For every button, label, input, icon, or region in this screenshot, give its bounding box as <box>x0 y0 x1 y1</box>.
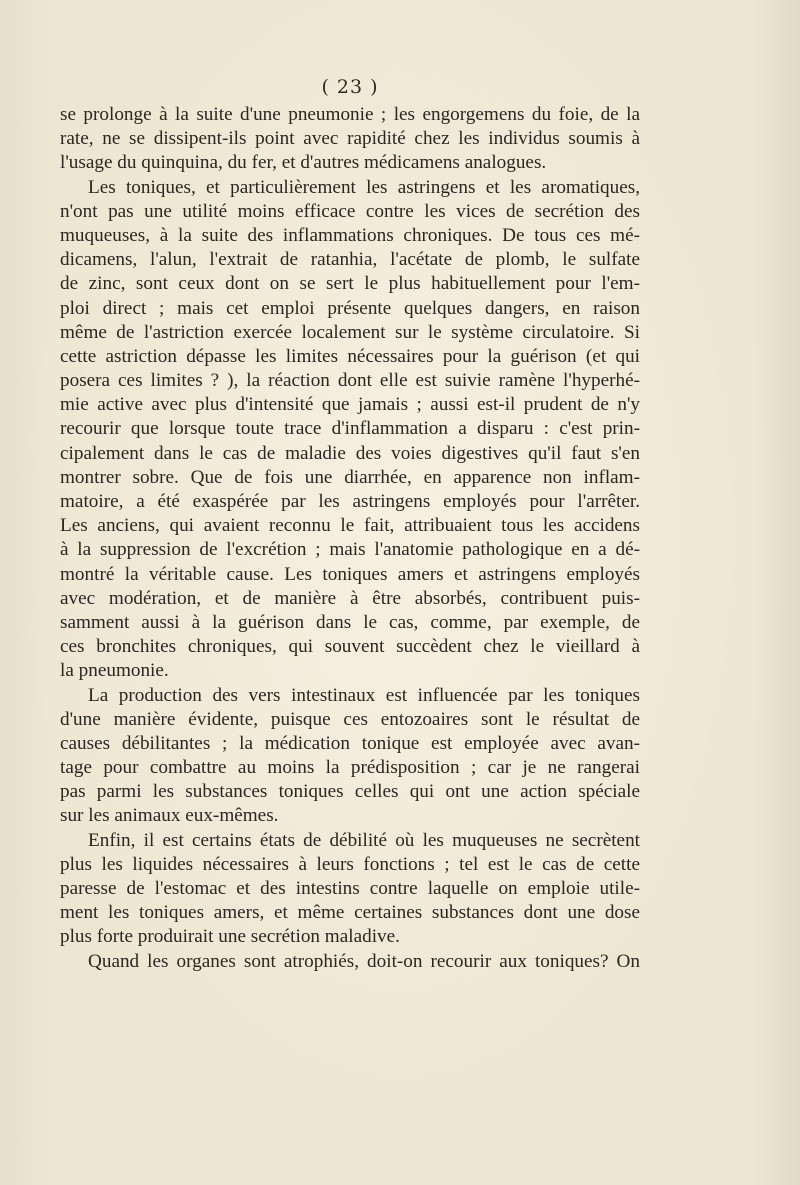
text-line: recourir que lorsque toute trace d'inflammation a disparu : c'est prin- <box>60 418 640 440</box>
text-line: muqueuses, à la suite des inflammations chroniques. De tous ces mé- <box>60 224 640 246</box>
text-line: n'ont pas une utilité moins efficace contre les vices de secrétion des <box>60 200 640 222</box>
text-line: Enfin, il est certains états de débilité où les muqueuses ne secrètent <box>88 829 640 851</box>
text-line: cipalement dans le cas de maladie des voies digestives qu'il faut s'en <box>60 442 640 464</box>
text-line: montré la véritable cause. Les toniques amers et astringens employés <box>60 563 640 585</box>
text-line: tage pour combattre au moins la prédisposition ; car je ne rangerai <box>60 757 640 779</box>
text-line: samment aussi à la guérison dans le cas, comme, par exemple, de <box>60 611 640 633</box>
text-line: ces bronchites chroniques, qui souvent succèdent chez le vieillard à <box>60 636 640 658</box>
text-line: plus forte produirait une secrétion maladive. <box>60 926 400 948</box>
text-line: plus les liquides nécessaires à leurs fonctions ; tel est le cas de cette <box>60 853 640 875</box>
text-line: l'usage du quinquina, du fer, et d'autres médicamens analogues. <box>60 152 547 174</box>
text-line: posera ces limites ? ), la réaction dont elle est suivie ramène l'hyperhé- <box>60 370 640 392</box>
text-line: avec modération, et de manière à être absorbés, contribuent puis- <box>60 587 640 609</box>
text-line: dicamens, l'alun, l'extrait de ratanhia, l'acétate de plomb, le sulfate <box>60 249 640 271</box>
text-line: causes débilitantes ; la médication tonique est employée avec avan- <box>60 732 640 754</box>
text-line: à la suppression de l'excrétion ; mais l'anatomie pathologique en a dé- <box>60 539 640 561</box>
text-line: se prolonge à la suite d'une pneumonie ; les engorgemens du foie, de la <box>60 104 640 125</box>
text-line: d'une manière évidente, puisque ces entozoaires sont le résultat de <box>60 708 640 730</box>
text-line: sur les animaux eux-mêmes. <box>60 805 279 827</box>
text-line: ment les toniques amers, et même certaines substances dont une dose <box>60 902 640 924</box>
text-line: Quand les organes sont atrophiés, doit-on recourir aux toniques? On <box>88 950 640 972</box>
text-line: même de l'astriction exercée localement sur le système circulatoire. Si <box>60 321 640 343</box>
text-line: la pneumonie. <box>60 660 169 682</box>
body-text <box>60 103 640 974</box>
page-number: ( 23 ) <box>321 76 379 98</box>
text-line: matoire, a été exaspérée par les astringens employés pour l'arrêter. <box>60 491 640 512</box>
text-line: ploi direct ; mais cet emploi présente quelques dangers, en raison <box>60 297 640 319</box>
text-line: Les anciens, qui avaient reconnu le fait, attribuaient tous les accidens <box>60 515 640 537</box>
text-line: paresse de l'estomac et des intestins contre laquelle on emploie utile- <box>60 878 640 899</box>
text-line: pas parmi les substances toniques celles qui ont une action spéciale <box>60 781 640 803</box>
text-line: cette astriction dépasse les limites nécessaires pour la guérison (et qui <box>60 345 640 367</box>
text-line: Les toniques, et particulièrement les astringens et les aromatiques, <box>88 176 640 198</box>
text-line: de zinc, sont ceux dont on se sert le plus habituellement pour l'em- <box>60 273 640 295</box>
text-line: montrer sobre. Que de fois une diarrhée, en apparence non inflam- <box>60 466 640 488</box>
text-line: mie active avec plus d'intensité que jamais ; aussi est-il prudent de n'y <box>60 394 640 416</box>
text-line: La production des vers intestinaux est influencée par les toniques <box>88 684 640 706</box>
text-line: rate, ne se dissipent-ils point avec rapidité chez les individus soumis à <box>60 128 640 150</box>
